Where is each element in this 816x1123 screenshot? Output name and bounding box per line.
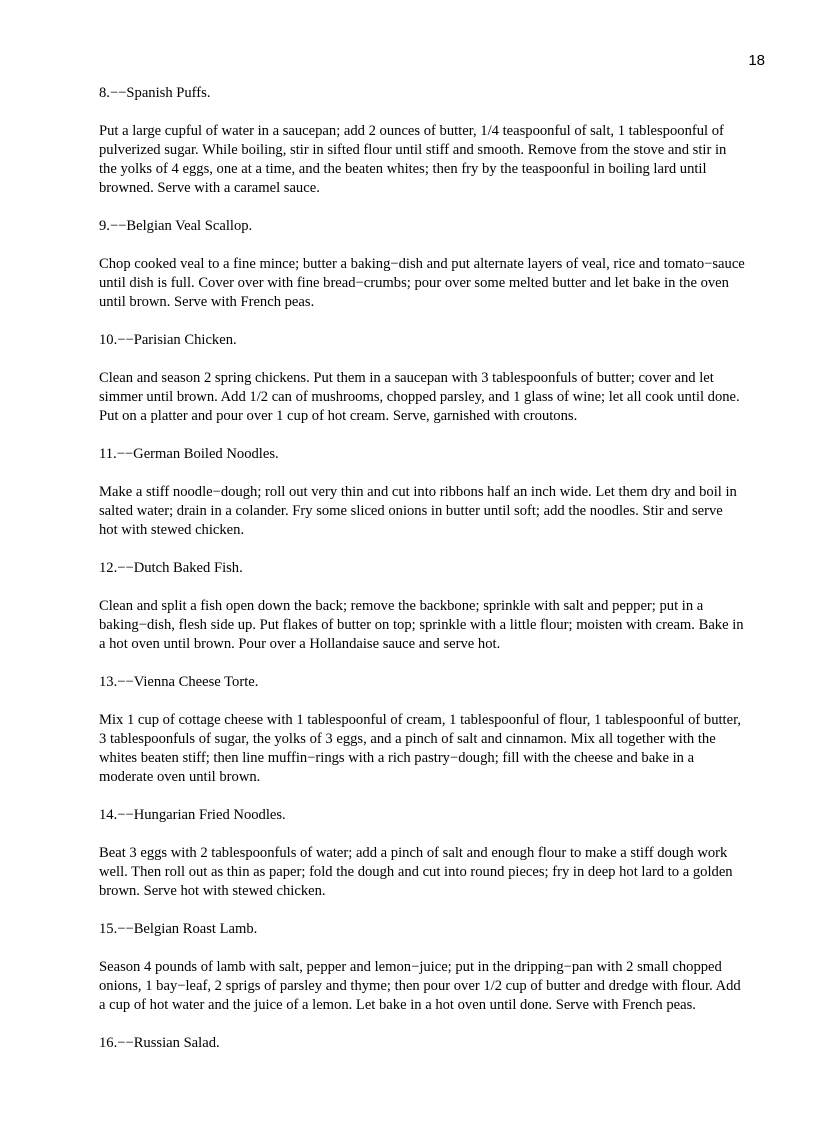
instruction-line: simmer until brown. Add 1/2 can of mushrooms, chopped parsley, and 1 glass of wine; let all cook until done. xyxy=(99,389,740,405)
instruction-line: Mix 1 cup of cottage cheese with 1 tablespoonful of cream, 1 tablespoonful of flour, 1 tablespoonful of butter, xyxy=(99,712,741,728)
recipe-section xyxy=(99,806,774,901)
recipe-instructions xyxy=(99,483,774,540)
recipe-title: 15.−−Belgian Roast Lamb. xyxy=(99,921,258,937)
instruction-line: browned. Serve with a caramel sauce. xyxy=(99,180,320,196)
recipe-instructions xyxy=(99,844,774,901)
recipe-title: 16.−−Russian Salad. xyxy=(99,1035,220,1051)
recipe-instructions xyxy=(99,255,774,312)
instruction-line: Make a stiff noodle−dough; roll out very thin and cut into ribbons half an inch wide. Let them dry and boil in xyxy=(99,484,737,500)
recipe-section xyxy=(99,331,774,426)
recipe-section xyxy=(99,84,774,198)
instruction-line: moderate oven until brown. xyxy=(99,769,261,785)
instruction-line: Put on a platter and pour over 1 cup of hot cream. Serve, garnished with croutons. xyxy=(99,408,578,424)
instruction-line: Chop cooked veal to a fine mince; butter a baking−dish and put alternate layers of veal, rice and tomato−sauce xyxy=(99,256,745,272)
instruction-line: well. Then roll out as thin as paper; fold the dough and cut into round pieces; fry in deep hot lard to a golden xyxy=(99,864,733,880)
instruction-line: Clean and split a fish open down the back; remove the backbone; sprinkle with salt and pepper; put in a xyxy=(99,598,704,614)
instruction-line: pulverized sugar. While boiling, stir in sifted flour until stiff and smooth. Remove from the stove and stir in xyxy=(99,142,727,158)
page-number: 18 xyxy=(748,52,765,69)
recipe-title: 14.−−Hungarian Fried Noodles. xyxy=(99,807,286,823)
recipe-title: 8.−−Spanish Puffs. xyxy=(99,85,211,101)
instruction-line: whites beaten stiff; then line muffin−rings with a rich pastry−dough; fill with the cheese and bake in a xyxy=(99,750,695,766)
recipe-title: 9.−−Belgian Veal Scallop. xyxy=(99,218,253,234)
recipe-section xyxy=(99,217,774,312)
instruction-line: onions, 1 bay−leaf, 2 sprigs of parsley and thyme; then pour over 1/2 cup of butter and dredge with flour. Add xyxy=(99,978,741,994)
recipe-section xyxy=(99,1034,774,1053)
recipe-title: 10.−−Parisian Chicken. xyxy=(99,332,237,348)
recipe-section xyxy=(99,920,774,1015)
recipe-instructions xyxy=(99,597,774,654)
instruction-line: until brown. Serve with French peas. xyxy=(99,294,315,310)
recipe-title: 11.−−German Boiled Noodles. xyxy=(99,446,279,462)
recipe-instructions xyxy=(99,958,774,1015)
recipe-section xyxy=(99,445,774,540)
instruction-line: Put a large cupful of water in a saucepan; add 2 ounces of butter, 1/4 teaspoonful of salt, 1 tablespoonful of xyxy=(99,123,724,139)
document-body xyxy=(99,84,774,1072)
recipe-title: 12.−−Dutch Baked Fish. xyxy=(99,560,243,576)
instruction-line: brown. Serve hot with stewed chicken. xyxy=(99,883,326,899)
instruction-line: Clean and season 2 spring chickens. Put them in a saucepan with 3 tablespoonfuls of butter; cover and let xyxy=(99,370,714,386)
instruction-line: a cup of hot water and the juice of a lemon. Let bake in a hot oven until done. Serve with French peas. xyxy=(99,997,696,1013)
recipe-section xyxy=(99,673,774,787)
instruction-line: the yolks of 4 eggs, one at a time, and the beaten whites; then fry by the teaspoonful in boiling lard until xyxy=(99,161,707,177)
recipe-title: 13.−−Vienna Cheese Torte. xyxy=(99,674,259,690)
instruction-line: hot with stewed chicken. xyxy=(99,522,245,538)
recipe-section xyxy=(99,559,774,654)
instruction-line: 3 tablespoonfuls of sugar, the yolks of 3 eggs, and a pinch of salt and cinnamon. Mix all together with the xyxy=(99,731,716,747)
instruction-line: baking−dish, flesh side up. Put flakes of butter on top; sprinkle with a little flour; moisten with cream. Bake in xyxy=(99,617,744,633)
instruction-line: salted water; drain in a colander. Fry some sliced onions in butter until soft; add the noodles. Stir and serve xyxy=(99,503,723,519)
recipe-instructions xyxy=(99,711,774,787)
instruction-line: a hot oven until brown. Pour over a Hollandaise sauce and serve hot. xyxy=(99,636,501,652)
instruction-line: Beat 3 eggs with 2 tablespoonfuls of water; add a pinch of salt and enough flour to make a stiff dough work xyxy=(99,845,728,861)
recipe-instructions xyxy=(99,122,774,198)
instruction-line: Season 4 pounds of lamb with salt, pepper and lemon−juice; put in the dripping−pan with 2 small chopped xyxy=(99,959,722,975)
instruction-line: until dish is full. Cover over with fine bread−crumbs; pour over some melted butter and let bake in the oven xyxy=(99,275,729,291)
recipe-instructions xyxy=(99,369,774,426)
